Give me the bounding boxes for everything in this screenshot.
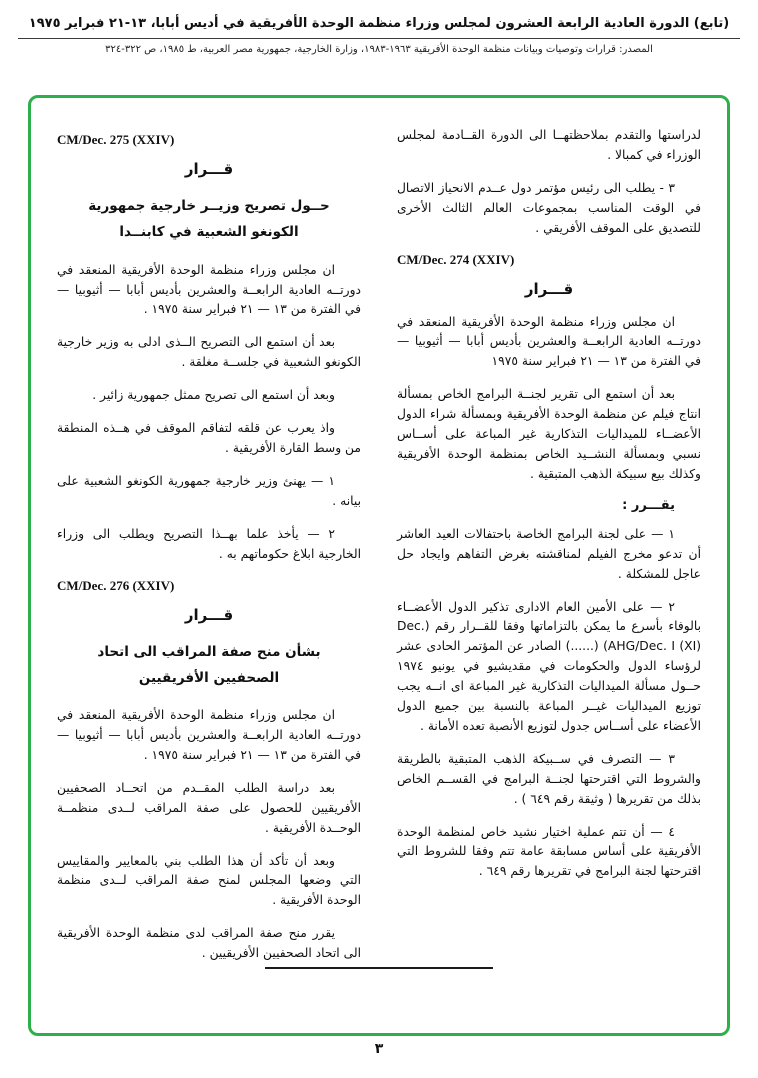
decision-275 [57, 132, 361, 565]
decision-ref: CM/Dec. 274 (XXIV) [397, 251, 515, 267]
decision-title-line: حــول تصريح وزيــر خارجية جمهورية [88, 198, 330, 214]
decision-heading: قـــرار [184, 605, 234, 624]
column-right [397, 126, 701, 895]
decree-label: يقـــرر : [622, 497, 675, 513]
header-source-line: المصدر: قرارات وتوصيات وبيانات منظمة الوحدة الأفريقية ١٩٦٣-١٩٨٣، وزارة الخارجية، جمهورية مصر العربية، ط ١٩٨٥، ص ٣٢٢-٣٢٤ [105, 44, 653, 55]
list-item: ٢ — على الأمين العام الادارى تذكير الدول الأعضــاء بالوفاء بأسرع ما يمكن بالتزاماتها وفقا للقــرار رقم (Dec. AHG/Dec. I (XI)) (......) الصادر عن المؤتمر الحادى عشر لرؤساء الدول والحكومات في مقديشيو في يونيو ١٩٧٤ حــول مسألة الميداليات التذكارية غير المباعة اى انــه يجب توزيع الميداليات غيــر المباعة بالنسبة بين جميع الدول الأعضاء على أســاس جدول لتوزيع الأنصبة تعده الأمانة . [397, 599, 702, 733]
scanned-page-frame [28, 95, 730, 1036]
decision-heading: قـــرار [524, 279, 574, 298]
decision-heading: قـــرار [184, 160, 234, 178]
decision-title [57, 639, 361, 692]
decision-276 [57, 578, 361, 965]
paragraph: ان مجلس وزراء منظمة الوحدة الأفريقية المنعقد في دورتــه العادية الرابعــة والعشرين بأديس أبابا — أثيوبيا — في الفترة من ١٣ — ٢١ فبراير سنة ١٩٧٥ . [57, 708, 361, 762]
list-item: ٣ — التصرف في ســبيكة الذهب المتبقية بالطريقة والشروط التي اقترحتها لجنــة البرامج في القســم الخاص بذلك من تقريرها ( وثيقة رقم ٦٤٩ ) . [397, 751, 701, 806]
document-header [0, 0, 758, 55]
decision-title [57, 193, 361, 246]
two-column-layout [57, 126, 701, 977]
paragraph: واذ يعرب عن قلقه لتفاقم الموقف في هــذه المنطقة من وسط القارة الأفريقية . [57, 421, 361, 455]
list-item: ٤ — أن تتم عملية اختيار نشيد خاص لمنظمة الوحدة الأفريقية على أساس مسابقة عامة تتم وفقا للشروط التي اقترحتها لجنة البرامج في تقريرها رقم ٦٤٩ . [397, 824, 701, 879]
column-left [57, 126, 361, 977]
paragraph: بعد أن استمع الى تقرير لجنــة البرامج الخاص بمسألة انتاج فيلم عن منظمة الوحدة الأفريقية وبمسألة شراء الدول الأعضــاء للميداليات التذكارية غير المباعة على أســاس نسبي وبمسألة النشــيد الخاص بمنظمة الوحدة الأفريقية وكذلك بيع سبيكة الذهب المتبقية . [397, 387, 701, 481]
header-title-line: (تابع) الدورة العادية الرابعة العشرون لمجلس وزراء منظمة الوحدة الأفريقية في أديس أبابا، ١٣-٢١ فبراير ١٩٧٥ [28, 16, 730, 31]
paragraph: وبعد أن تأكد أن هذا الطلب بني بالمعايير والمقاييس التي وضعها المجلس لمنح صفة المراقب لــدى منظمة الوحدة الأفريقية . [57, 853, 361, 908]
footer-rule [265, 967, 493, 969]
list-item: ١ — على لجنة البرامج الخاصة باحتفالات العيد العاشر أن تدعو مخرج الفيلم لمناقشته بغرض التفاهم وايجاد حل عاجل للمشكلة . [397, 526, 701, 581]
decision-ref: CM/Dec. 275 (XXIV) [57, 132, 175, 147]
decision-ref: CM/Dec. 276 (XXIV) [57, 577, 175, 593]
paragraph: لدراستها والتقدم بملاحظتهــا الى الدورة القــادمة لمجلس الوزراء في كمبالا . [397, 128, 701, 162]
paragraph: بعد دراسة الطلب المقــدم من اتحــاد الصحفيين الأفريقيين للحصول على صفة المراقب لــدى منظمــة الوحــدة الأفريقية . [57, 780, 361, 835]
paragraph: ان مجلس وزراء منظمة الوحدة الأفريقية المنعقد في دورتــه العادية الرابعــة والعشرين بأديس أبابا — أثيوبيا — في الفترة من ١٣ — ٢١ فبراير سنة ١٩٧٥ [397, 314, 701, 369]
decision-title-line: الصحفيين الأفريقيين [138, 669, 280, 686]
page-number: ٣ [374, 1041, 384, 1057]
paragraph: يقرر منح صفة المراقب لدى منظمة الوحدة الأفريقية الى اتحاد الصحفيين الأفريقيين . [57, 926, 361, 961]
paragraph: وبعد أن استمع الى تصريح ممثل جمهورية زائير . [92, 388, 335, 403]
list-item: ٢ — يأخذ علما بهــذا التصريح ويطلب الى وزراء الخارجية ابلاغ حكوماتهم به . [57, 526, 361, 561]
paragraph: بعد أن استمع الى التصريح الــذى ادلى به وزير خارجية الكونغو الشعبية في جلســة مغلقة . [57, 335, 361, 370]
decision-274 [397, 252, 701, 883]
paragraph: ان مجلس وزراء منظمة الوحدة الأفريقية المنعقد في دورتــه العادية الرابعــة والعشرين بأديس أبابا — أثيوبيا — في الفترة من ١٣ — ٢١ فبراير سنة ١٩٧٥ . [57, 262, 361, 317]
list-item: ١ — يهنئ وزير خارجية جمهورية الكونغو الشعبية على بيانه . [57, 473, 361, 508]
decision-title-line: بشأن منح صفة المراقب الى اتحاد [97, 643, 321, 660]
paragraph: ٣ - يطلب الى رئيس مؤتمر دول عــدم الانحياز الاتصال في الوقت المناسب بمجموعات العالم الثالث الأخرى للتصديق على الموقف الأفريقي . [397, 180, 701, 235]
decision-title-line: الكونغو الشعبية في كابنــدا [119, 224, 299, 241]
header-divider [18, 38, 740, 39]
